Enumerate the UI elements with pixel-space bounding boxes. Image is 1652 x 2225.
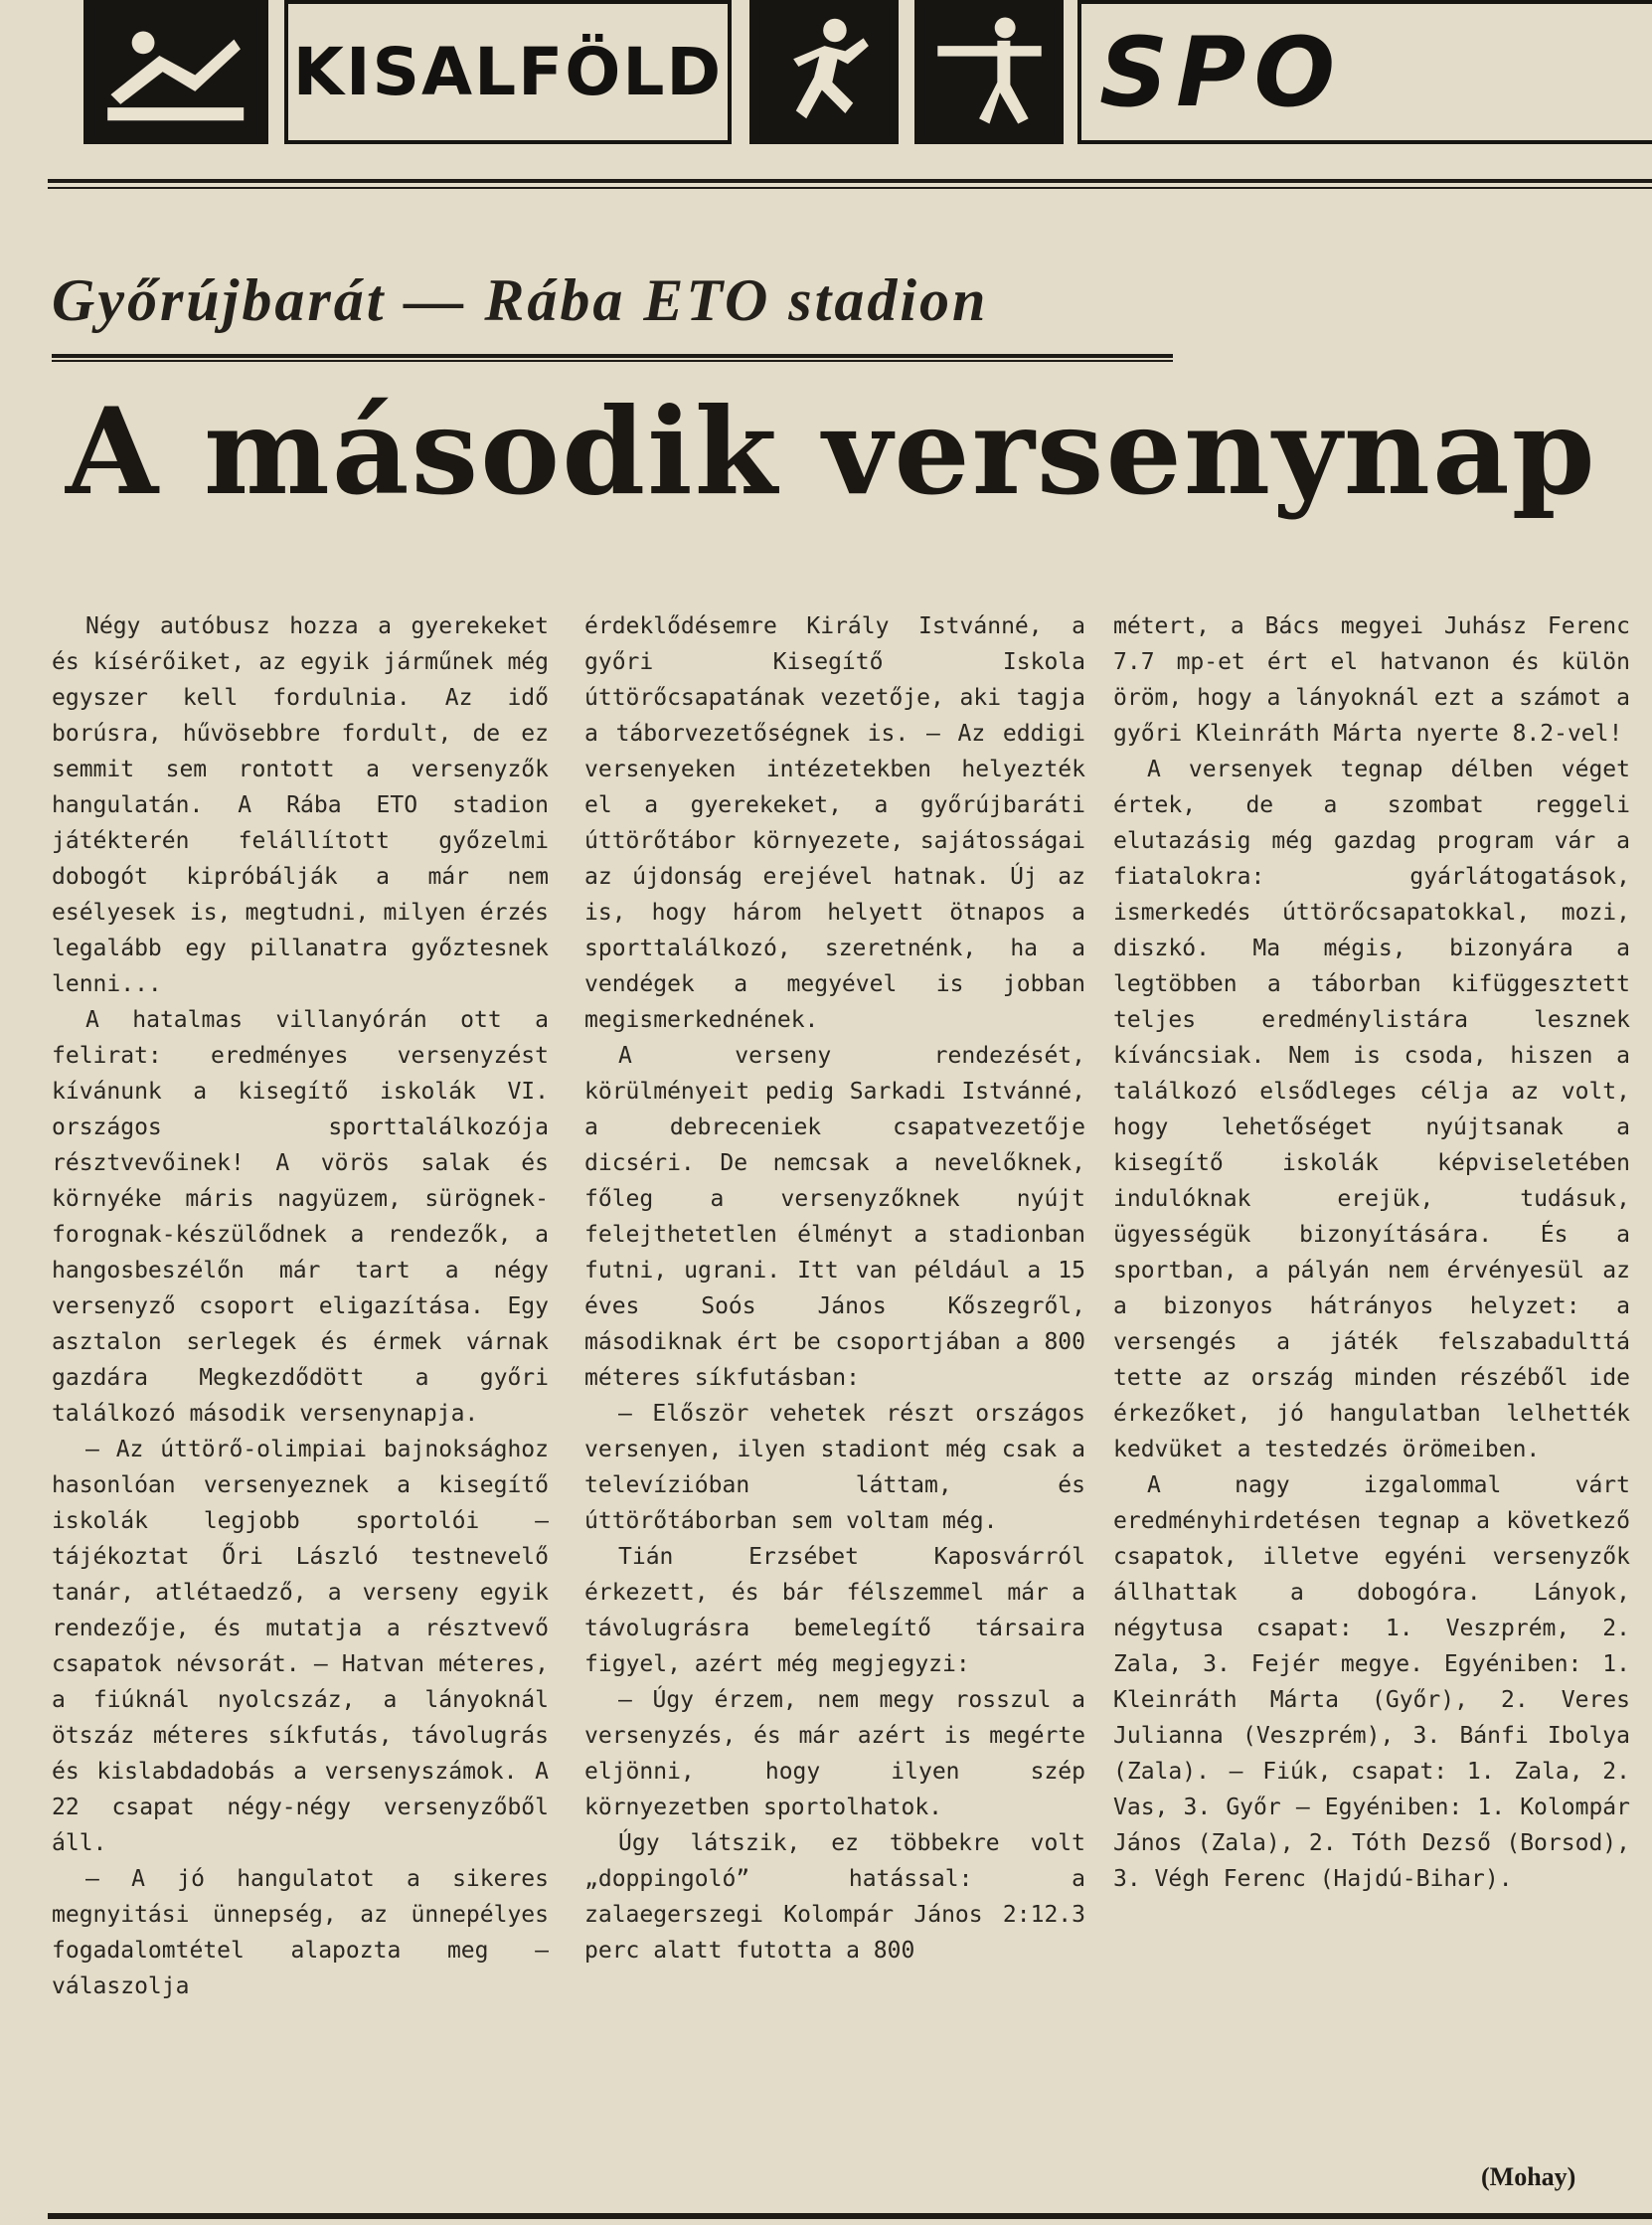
section-name-text: SPO [1099, 16, 1344, 128]
author-signature: (Mohay) [1481, 2162, 1576, 2191]
article-column-2 [584, 608, 1085, 1968]
paragraph: — Úgy érzem, nem megy rosszul a versenyzés, és már azért is megérte eljönni, hogy ilyen szép környezetben sportolhatok. [584, 1687, 1085, 1820]
masthead-rule-thin [48, 187, 1652, 189]
paragraph: Úgy látszik, ez többekre volt „doppingoló” hatással: a zalaegerszegi Kolompár János 2:12.3 perc alatt futotta a 800 [584, 1830, 1085, 1964]
paragraph: métert, a Bács megyei Juhász Ferenc 7.7 mp-et ért el hatvanon és külön öröm, hogy a lányoknál ezt a számot a győri Kleinráth Márta nyerte 8.2-vel! [1113, 613, 1630, 747]
article-kicker: Győrújbarát — Rába ETO stadion [52, 267, 989, 333]
kicker-rule-thin [52, 360, 1173, 362]
masthead-rule [48, 179, 1652, 183]
paragraph: — Az úttörő-olimpiai bajnoksághoz hasonlóan versenyeznek a kisegítő iskolák legjobb sportolói — tájékoztat Őri László testnevelő tanár, atlétaedző, a verseny egyik rendezője, és mutatja a résztvevő csapatok névsorát. — Hatvan méteres, a fiúknál nyolcszáz, a lányoknál ötszáz méteres síkfutás, távolugrás és kislabdadobás a versenyszámok. A 22 csapat négy-négy versenyzőből áll. [52, 1437, 549, 1856]
kicker-rule [52, 354, 1173, 358]
masthead [83, 0, 1652, 149]
paragraph: — Először vehetek részt országos versenyen, ilyen stadiont még csak a televízióban láttam, és úttörőtáborban sem voltam még. [584, 1401, 1085, 1534]
section-name [1077, 0, 1652, 144]
newspaper-name [284, 0, 732, 144]
paragraph: — A jó hangulatot a sikeres megnyitási ünnepség, az ünnepélyes fogadalomtétel alapozta meg — válaszolja [52, 1866, 549, 1999]
paragraph: érdeklődésemre Király Istvánné, a győri Kisegítő Iskola úttörőcsapatának vezetője, aki tagja a táborvezetőségnek is. — Az eddigi versenyeken intézetekben helyezték el a gyerekeket, a győrújbaráti úttörőtábor környezete, sajátosságai az újdonság erejével hatnak. Új az is, hogy három helyett ötnapos a sporttalálkozó, szeretnénk, ha a vendégek a megyével is jobban megismerkednének. [584, 613, 1085, 1033]
paragraph: A hatalmas villanyórán ott a felirat: eredményes versenyzést kívánunk a kisegítő iskolák VI. országos sporttalálkozója résztvevőinek! A vörös salak és környéke máris nagyüzem, sürögnek-forognak-készülődnek a rendezők, a hangosbeszélőn már tart a négy versenyző csoport eligazítása. Egy asztalon serlegek és érmek várnak gazdára Megkezdődött a győri találkozó második versenynapja. [52, 1007, 549, 1427]
paragraph: Tián Erzsébet Kaposvárról érkezett, és bár félszemmel már a távolugrásra bemelegítő társaira figyel, azért még megjegyzi: [584, 1544, 1085, 1677]
bottom-rule [48, 2213, 1652, 2219]
article-column-3 [1113, 608, 1630, 1897]
newspaper-name-text: KISALFÖLD [292, 34, 724, 110]
swimmer-icon-graphic [92, 7, 258, 137]
gymnast-icon-graphic [922, 7, 1057, 137]
article-column-1 [52, 608, 549, 2004]
article-headline: A második versenynap [66, 382, 1597, 522]
paragraph: Négy autóbusz hozza a gyerekeket és kísérőiket, az egyik járműnek még egyszer kell fordulnia. Az idő borúsra, hűvösebbre fordult, de ez semmit sem rontott a versenyzők hangulatán. A Rába ETO stadion játékterén felállított győzelmi dobogót kipróbálják a már nem esélyesek is, megtudni, milyen érzés legalább egy pillanatra győztesnek lenni... [52, 613, 549, 997]
paragraph: A verseny rendezését, körülményeit pedig Sarkadi Istvánné, a debreceniek csapatvezetője dicséri. De nemcsak a nevelőknek, főleg a versenyzőknek nyújt felejthetetlen élményt a stadionban futni, ugrani. Itt van például a 15 éves Soós János Kőszegről, másodiknak ért be csoportjában a 800 méteres síkfutásban: [584, 1043, 1085, 1391]
paragraph: A versenyek tegnap délben véget értek, de a szombat reggeli elutazásig még gazdag program vár a fiatalokra: gyárlátogatások, ismerkedés úttörőcsapatokkal, mozi, diszkó. Ma mégis, bizonyára a legtöbben a táborban kifüggesztett teljes eredménylistára lesznek kíváncsiak. Nem is csoda, hiszen a találkozó elsődleges célja az volt, hogy lehetőséget nyújtsanak a kisegítő iskolák képviseletében indulóknak erejük, tudásuk, ügyességük bizonyítására. És a sportban, a pályán nem érvényesül az a bizonyos hátrányos helyzet: a versengés a játék felszabadulttá tette az ország minden részéből ide érkezőket, jó hangulatban lelhették kedvüket a testedzés örömeiben. [1113, 757, 1630, 1462]
paragraph: A nagy izgalommal várt eredményhirdetésen tegnap a következő csapatok, illetve egyéni versenyzők állhattak a dobogóra. Lányok, négytusa csapat: 1. Veszprém, 2. Zala, 3. Fejér megye. Egyéniben: 1. Kleinráth Márta (Győr), 2. Veres Julianna (Veszprém), 3. Bánfi Ibolya (Zala). — Fiúk, csapat: 1. Zala, 2. Vas, 3. Győr — Egyéniben: 1. Kolompár János (Zala), 2. Tóth Dezső (Borsod), 3. Végh Ferenc (Hajdú-Bihar). [1113, 1472, 1630, 1892]
swimmer-icon [83, 0, 268, 144]
runner-icon [749, 0, 899, 144]
runner-icon-graphic [757, 7, 892, 137]
gymnast-icon [914, 0, 1064, 144]
